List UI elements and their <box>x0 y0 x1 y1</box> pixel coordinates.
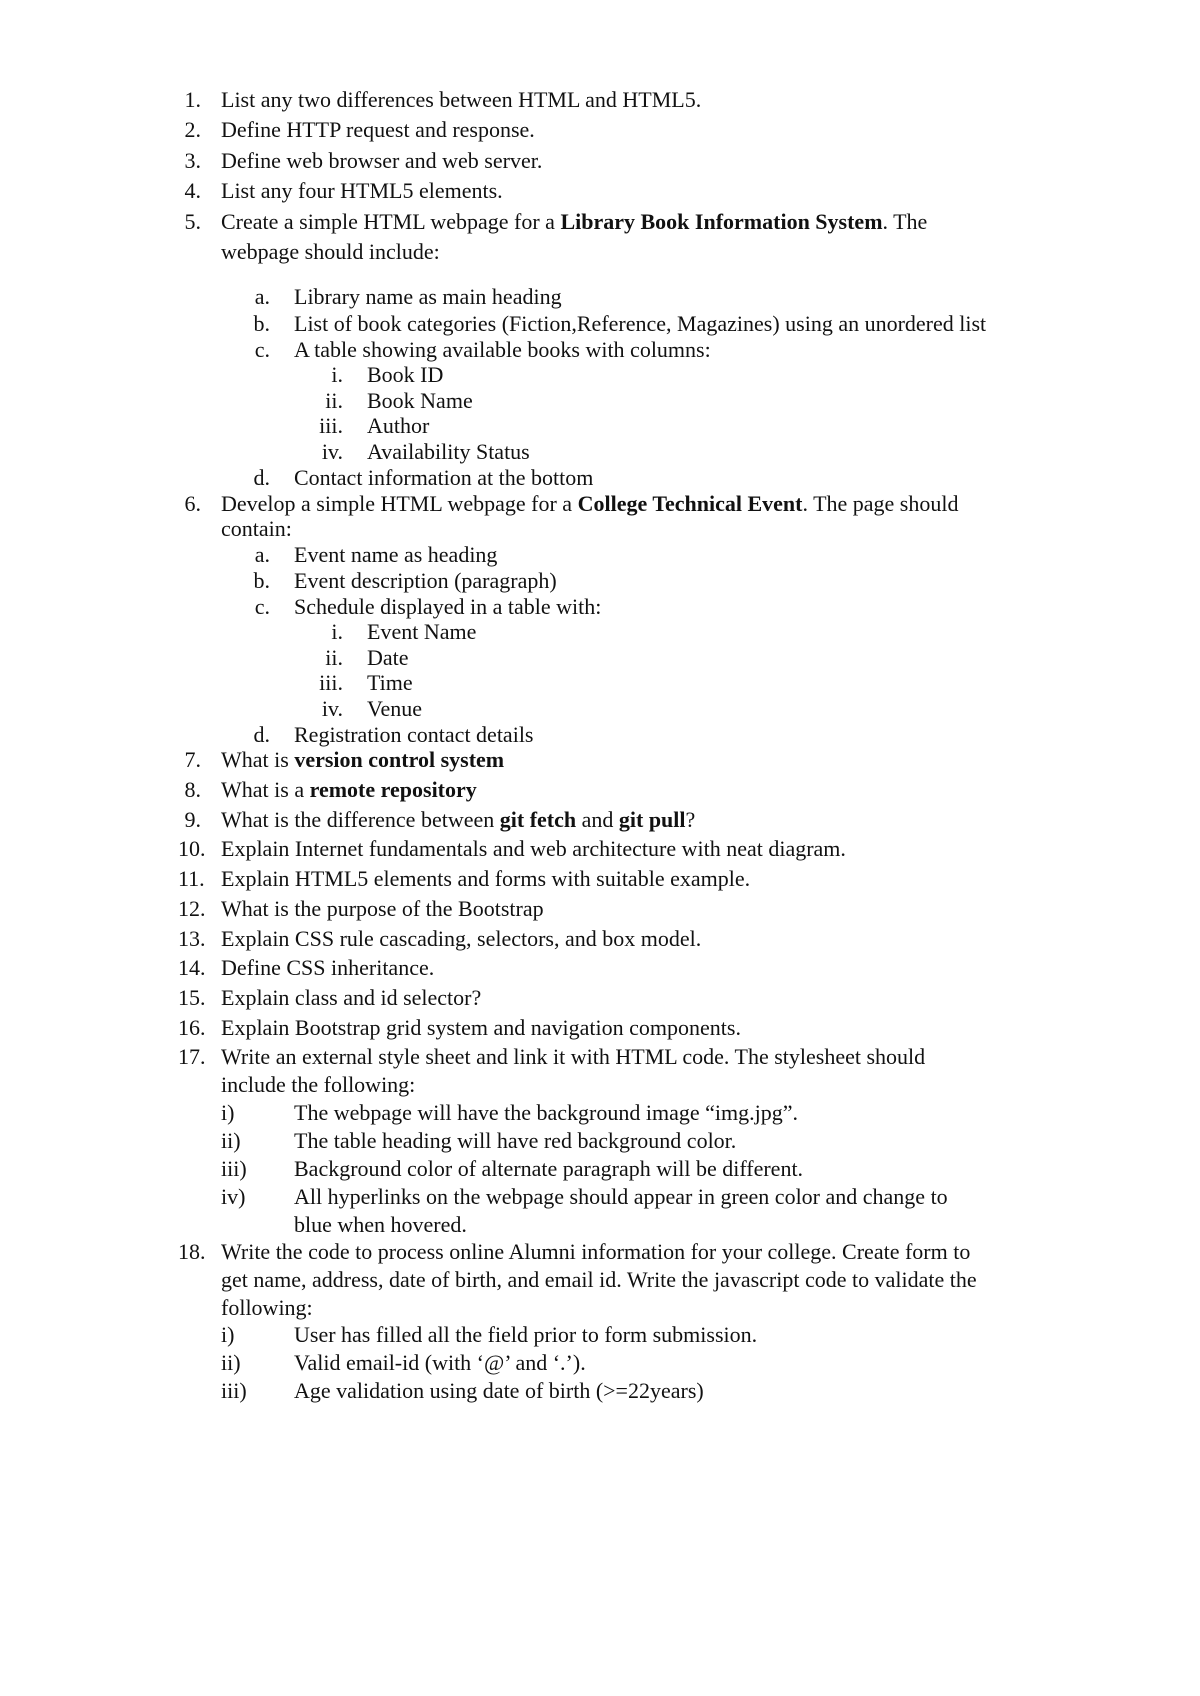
roman-text: Venue <box>367 696 422 721</box>
question-text: Explain HTML5 elements and forms with suitable example. <box>221 866 751 891</box>
sub-item-label: a. <box>254 284 270 309</box>
sub-item-text: Library name as main heading <box>294 284 562 309</box>
roman-label: ii. <box>325 388 343 413</box>
paren-label: ii) <box>221 1350 241 1375</box>
sub-item-label: d. <box>253 465 270 490</box>
paren-text: Valid email-id (with ‘@’ and ‘.’). <box>294 1350 586 1375</box>
question-number: 17. <box>178 1044 206 1069</box>
question-text: get name, address, date of birth, and email id. Write the javascript code to validate the <box>221 1267 977 1292</box>
question-text: What is the difference between git fetch and git pull? <box>221 807 696 832</box>
question-text: List any two differences between HTML and HTML5. <box>221 87 702 112</box>
question-number: 5. <box>184 209 201 234</box>
question-number: 16. <box>178 1015 206 1040</box>
question-number: 7. <box>184 747 201 772</box>
question-number: 10. <box>178 836 206 861</box>
sub-item-text: List of book categories (Fiction,Reference, Magazines) using an unordered list <box>294 311 987 336</box>
paren-text: The table heading will have red background color. <box>294 1128 737 1153</box>
question-text: Explain class and id selector? <box>221 985 482 1010</box>
paren-text: User has filled all the field prior to form submission. <box>294 1322 758 1347</box>
question-number: 18. <box>178 1239 206 1264</box>
question-text: Write an external style sheet and link it with HTML code. The stylesheet should <box>221 1044 926 1069</box>
question-number: 4. <box>184 178 201 203</box>
sub-item-text: Registration contact details <box>294 722 534 747</box>
roman-label: i. <box>331 619 343 644</box>
sub-item-label: c. <box>254 337 270 362</box>
paren-label: iv) <box>221 1184 246 1209</box>
sub-item-text: A table showing available books with columns: <box>294 337 711 362</box>
paren-text: The webpage will have the background image “img.jpg”. <box>294 1100 798 1125</box>
question-text: Explain CSS rule cascading, selectors, and box model. <box>221 926 702 951</box>
roman-text: Availability Status <box>367 439 530 464</box>
question-text: Explain Internet fundamentals and web architecture with neat diagram. <box>221 836 846 861</box>
question-text: following: <box>221 1295 313 1320</box>
roman-label: iv. <box>321 696 343 721</box>
paren-label: iii) <box>221 1156 247 1181</box>
sub-item-label: d. <box>253 722 270 747</box>
paren-text: Age validation using date of birth (>=22years) <box>294 1378 704 1403</box>
roman-label: iii. <box>319 413 343 438</box>
question-number: 14. <box>178 955 206 980</box>
roman-label: iv. <box>321 439 343 464</box>
paren-label: i) <box>221 1100 235 1125</box>
roman-text: Book ID <box>367 362 444 387</box>
paren-text: All hyperlinks on the webpage should appear in green color and change to <box>294 1184 948 1209</box>
paren-label: iii) <box>221 1378 247 1403</box>
sub-item-text: Schedule displayed in a table with: <box>294 594 602 619</box>
question-text: webpage should include: <box>221 239 440 264</box>
sub-item-text: Event name as heading <box>294 542 498 567</box>
question-number: 6. <box>184 491 201 516</box>
question-text: List any four HTML5 elements. <box>221 178 503 203</box>
sub-item-text: Event description (paragraph) <box>294 568 557 593</box>
paren-text: Background color of alternate paragraph will be different. <box>294 1156 804 1181</box>
question-number: 2. <box>184 117 201 142</box>
paren-text: blue when hovered. <box>294 1212 467 1237</box>
sub-item-label: b. <box>253 311 270 336</box>
question-number: 11. <box>178 866 205 891</box>
question-text: Explain Bootstrap grid system and navigation components. <box>221 1015 741 1040</box>
question-number: 12. <box>178 896 206 921</box>
sub-item-label: b. <box>253 568 270 593</box>
question-text: Write the code to process online Alumni information for your college. Create form to <box>221 1239 971 1264</box>
paren-label: ii) <box>221 1128 241 1153</box>
question-number: 3. <box>184 148 201 173</box>
sub-item-label: c. <box>254 594 270 619</box>
roman-text: Event Name <box>367 619 477 644</box>
roman-text: Date <box>367 645 409 670</box>
question-text: What is a remote repository <box>221 777 477 802</box>
question-text: What is version control system <box>221 747 505 772</box>
question-text: include the following: <box>221 1072 416 1097</box>
roman-text: Author <box>367 413 430 438</box>
roman-text: Book Name <box>367 388 473 413</box>
roman-label: i. <box>331 362 343 387</box>
question-text: Define HTTP request and response. <box>221 117 535 142</box>
question-text: Define web browser and web server. <box>221 148 543 173</box>
question-number: 8. <box>184 777 201 802</box>
question-text: Define CSS inheritance. <box>221 955 435 980</box>
question-number: 9. <box>184 807 201 832</box>
question-number: 13. <box>178 926 206 951</box>
question-number: 15. <box>178 985 206 1010</box>
question-text: contain: <box>221 516 292 541</box>
sub-item-text: Contact information at the bottom <box>294 465 594 490</box>
roman-text: Time <box>367 670 413 695</box>
sub-item-label: a. <box>254 542 270 567</box>
question-text: Develop a simple HTML webpage for a College Technical Event. The page should <box>221 491 959 516</box>
question-text: What is the purpose of the Bootstrap <box>221 896 544 921</box>
paren-label: i) <box>221 1322 235 1347</box>
question-number: 1. <box>184 87 201 112</box>
question-text: Create a simple HTML webpage for a Library Book Information System. The <box>221 209 928 234</box>
roman-label: iii. <box>319 670 343 695</box>
roman-label: ii. <box>325 645 343 670</box>
